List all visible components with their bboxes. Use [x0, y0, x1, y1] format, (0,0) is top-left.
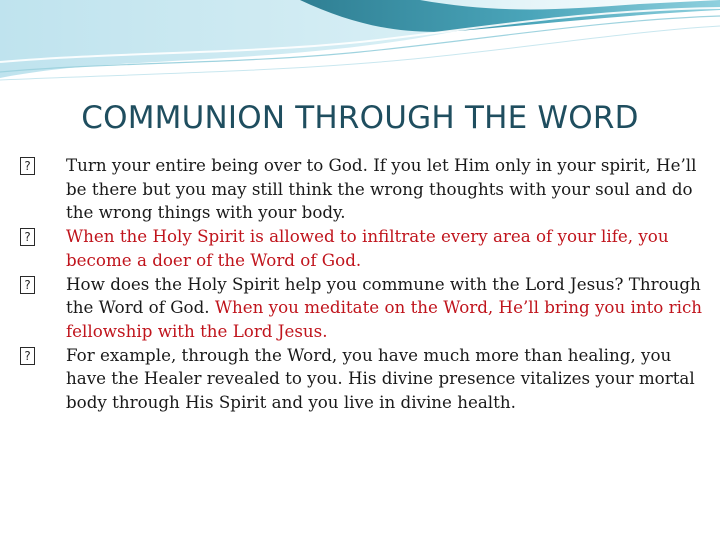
missing-glyph-box-icon [20, 228, 35, 246]
bullet-text: Turn your entire being over to God. If you let Him only in your spirit, He’ll be there but you may still think the wrong thoughts with your soul and do the wrong things with your body. [66, 155, 697, 223]
missing-glyph-box-icon [20, 276, 35, 294]
missing-glyph-box-icon [20, 157, 35, 175]
bullet-text: For example, through the Word, you have much more than healing, you have the Healer revealed to you. His divine presence vitalizes your mortal body through His Spirit and you live in divine health. [66, 344, 695, 413]
missing-glyph-box-icon [20, 347, 35, 365]
bullet-item [20, 154, 710, 225]
slide-body [20, 154, 710, 415]
bullet-text-emphasis: When you meditate on the Word, He’ll bring you into rich fellowship with the Lord Jesus. [66, 297, 703, 341]
header-wave-decoration [0, 0, 720, 90]
bullet-text: How does the Holy Spirit help you commune with the Lord Jesus? Through the Word of God. [66, 273, 701, 318]
bullet-text-emphasis: When the Holy Spirit is allowed to infiltrate every area of your life, you become a doer of the Word of God. [66, 226, 669, 270]
bullet-item [20, 225, 710, 272]
bullet-item [20, 344, 710, 415]
slide-title: COMMUNION THROUGH THE WORD [81, 100, 639, 136]
bullet-item [20, 273, 710, 344]
